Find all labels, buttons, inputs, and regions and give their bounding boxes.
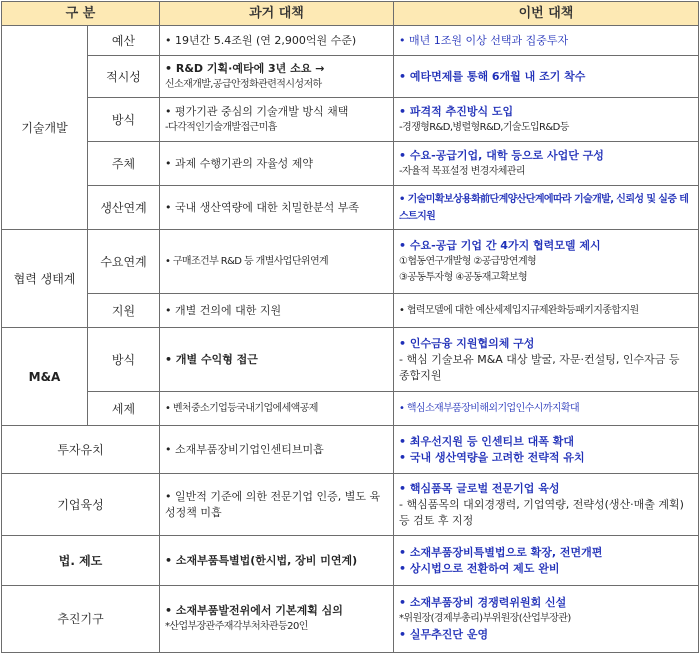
now-cell: • 핵심품목 글로벌 전문기업 육성 - 핵심품목의 대외경쟁력, 기업역량, 전략성(생산·매출 계획) 등 검토 후 지정 (394, 474, 699, 536)
subcategory-cell: 생산연계 (88, 186, 160, 230)
table-row (2, 186, 699, 230)
past-cell: • 소재부품발전위에서 기본계획 심의 *산업부장관주재각부처차관등20인 (160, 586, 394, 653)
category-cell: 기업육성 (2, 474, 160, 536)
subcategory-cell: 방식 (88, 98, 160, 142)
comparison-table (1, 1, 699, 653)
table-row (2, 26, 699, 56)
header-category: 구 분 (2, 2, 160, 26)
category-cell: 투자유치 (2, 426, 160, 474)
past-cell: • 개별 수익형 접근 (160, 328, 394, 392)
now-cell: • 소재부품장비특별법으로 확장, 전면개편 • 상시법으로 전환하여 제도 완비 (394, 536, 699, 586)
category-cell: 기술개발 (2, 26, 88, 230)
past-cell: • 과제 수행기관의 자율성 제약 (160, 142, 394, 186)
past-cell: • 일반적 기준에 의한 전문기업 인증, 별도 육성정책 미흡 (160, 474, 394, 536)
past-cell: • R&D 기획·예타에 3년 소요 → 신소재개발,공급안정화관련적시성저하 (160, 56, 394, 98)
table-row (2, 142, 699, 186)
past-cell: • 소재부품장비기업인센티브미흡 (160, 426, 394, 474)
table-row (2, 98, 699, 142)
subcategory-cell: 예산 (88, 26, 160, 56)
table-row (2, 328, 699, 392)
category-cell: 협력 생태계 (2, 230, 88, 328)
subcategory-cell: 세제 (88, 392, 160, 426)
table-row (2, 426, 699, 474)
now-cell: • 최우선지원 등 인센티브 대폭 확대 • 국내 생산역량을 고려한 전략적 유치 (394, 426, 699, 474)
past-cell: • 19년간 5.4조원 (연 2,900억원 수준) (160, 26, 394, 56)
now-cell: • 수요-공급기업, 대학 등으로 사업단 구성 -자율적 목표설정 변경자체관리 (394, 142, 699, 186)
now-cell: • 인수금융 지원협의체 구성 - 핵심 기술보유 M&A 대상 발굴, 자문·컨설팅, 인수자금 등 종합지원 (394, 328, 699, 392)
header-past: 과거 대책 (160, 2, 394, 26)
now-cell: • 핵심소재부품장비해외기업인수시까지확대 (394, 392, 699, 426)
now-cell: • 기술미확보상용화前단계양산단계에따라 기술개발, 신뢰성 및 실증 테스트지원 (394, 186, 699, 230)
table-row (2, 294, 699, 328)
subcategory-cell: 지원 (88, 294, 160, 328)
table-row (2, 586, 699, 653)
table-row (2, 392, 699, 426)
past-cell: • 국내 생산역량에 대한 치밀한분석 부족 (160, 186, 394, 230)
header-now: 이번 대책 (394, 2, 699, 26)
past-cell: • 개별 건의에 대한 지원 (160, 294, 394, 328)
now-cell: • 매년 1조원 이상 선택과 집중투자 (394, 26, 699, 56)
subcategory-cell: 방식 (88, 328, 160, 392)
table-row (2, 474, 699, 536)
past-cell: • 평가기관 중심의 기술개발 방식 채택 -다각적인기술개발접근미흡 (160, 98, 394, 142)
past-cell: • 구매조건부 R&D 등 개별사업단위연계 (160, 230, 394, 294)
subcategory-cell: 주체 (88, 142, 160, 186)
now-cell: • 협력모델에 대한 예산세제입지규제완화등패키지종합지원 (394, 294, 699, 328)
subcategory-cell: 적시성 (88, 56, 160, 98)
now-cell: • 수요-공급 기업 간 4가지 협력모델 제시 ①협동연구개발형 ②공급망연계형 ③공동투자형 ④공동재고확보형 (394, 230, 699, 294)
header-row (2, 2, 699, 26)
now-cell: • 예타면제를 통해 6개월 내 조기 착수 (394, 56, 699, 98)
now-cell: • 소재부품장비 경쟁력위원회 신설 *위원장(경제부총리)부위원장(산업부장관) • 실무추진단 운영 (394, 586, 699, 653)
now-cell: • 파격적 추진방식 도입 -경쟁형R&D,병렬형R&D,기술도입R&D등 (394, 98, 699, 142)
table-row (2, 230, 699, 294)
subcategory-cell: 수요연계 (88, 230, 160, 294)
category-cell: 법. 제도 (2, 536, 160, 586)
table-row (2, 536, 699, 586)
category-cell: M&A (2, 328, 88, 426)
category-cell: 추진기구 (2, 586, 160, 653)
table-row (2, 56, 699, 98)
past-cell: • 벤처중소기업등국내기업에세액공제 (160, 392, 394, 426)
past-cell: • 소재부품특별법(한시법, 장비 미연계) (160, 536, 394, 586)
